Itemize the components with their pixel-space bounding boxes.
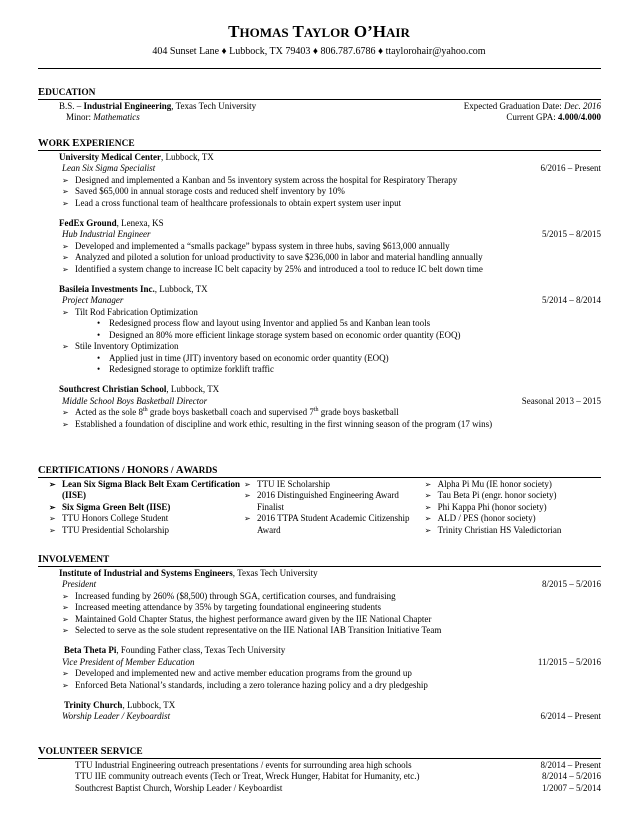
job-org: Southcrest Christian School, Lubbock, TX	[59, 384, 220, 395]
arrow-bullet-icon: ➢	[62, 307, 69, 317]
arrow-bullet-icon: ➢	[424, 491, 432, 501]
arrow-bullet-icon: ➢	[62, 175, 69, 185]
list-item: ➢ Developed and implemented a “smalls package” bypass system in three hubs, saving $613,000 annually	[62, 240, 450, 251]
header-rule	[38, 68, 601, 69]
list-item: • Redesigned storage to optimize forklift traffic	[97, 363, 275, 374]
arrow-bullet-icon: ➢	[62, 603, 69, 613]
job-org: Basileia Investments Inc., Lubbock, TX	[59, 284, 208, 295]
arrow-bullet-icon: ➢	[244, 491, 251, 501]
list-item: ➢ Saved $65,000 in annual storage costs and reduced shelf inventory by 10%	[62, 186, 345, 197]
arrow-bullet-icon: ➢	[49, 502, 56, 512]
job-role-row: Hub Industrial Engineer 5/2015 – 8/2015	[62, 229, 601, 240]
arrow-bullet-icon: ➢	[62, 253, 69, 263]
job-role-row: Lean Six Sigma Specialist 6/2016 – Present	[62, 163, 601, 174]
section-title-education: EDUCATION	[38, 87, 96, 98]
involvement-beta	[38, 645, 601, 691]
involvement-role-row: Worship Leader / Keyboardist 6/2014 – Present	[62, 711, 601, 722]
list-item: ➢ Established a foundation of discipline and work ethic, resulting in the first winning season of the program (17 wins)	[62, 418, 493, 429]
list-item: ➢ ALD / PES (honor society)	[424, 513, 536, 524]
arrow-bullet-icon: ➢	[424, 514, 432, 524]
list-item: ➢ Selected to serve as the sole student representative on the IIE National IAB Transition Initiative Team	[62, 625, 442, 636]
list-item: ➢ Phi Kappa Phi (honor society)	[424, 501, 547, 512]
section-title-volunteer: VOLUNTEER SERVICE	[38, 746, 143, 757]
job-basileia	[38, 284, 601, 375]
section-rule	[38, 150, 601, 151]
arrow-bullet-icon: ➢	[62, 614, 69, 624]
involvement-trinity	[38, 700, 601, 723]
arrow-bullet-icon: ➢	[62, 680, 69, 690]
certifications-columns	[38, 479, 601, 536]
arrow-bullet-icon: ➢	[62, 342, 69, 352]
resume-name: THOMAS TAYLOR O’HAIR	[228, 22, 410, 41]
list-item: ➢ Maintained Gold Chapter Status, the highest performance award given by the IIE National Chapter	[62, 613, 432, 624]
volunteer-row: TTU IIE community outreach events (Tech or Treat, Wreck Hunger, Habitat for Humanity, etc.) 8/2014 – 5/2016	[75, 771, 601, 782]
list-item: ➢ 2016 TTPA Student Academic Citizenship Award	[244, 513, 410, 535]
arrow-bullet-icon: ➢	[244, 514, 251, 524]
volunteer-row: TTU Industrial Engineering outreach presentations / events for surrounding area high schools 8/2014 – Present	[75, 760, 601, 770]
arrow-bullet-icon: ➢	[62, 198, 69, 208]
list-item: ➢ TTU IE Scholarship	[244, 479, 330, 489]
involvement-iise	[38, 568, 601, 636]
education-degree-row: B.S. – Industrial Engineering, Texas Tech University Expected Graduation Date: Dec. 2016	[59, 101, 601, 111]
arrow-bullet-icon: ➢	[49, 514, 56, 524]
list-item: ➢ Analyzed and piloted a solution for unload productivity to save $236,000 in labor and material handling annually	[62, 252, 483, 263]
job-fedex	[38, 218, 601, 275]
involvement-org: Trinity Church, Lubbock, TX	[64, 700, 176, 711]
dot-bullet-icon: •	[97, 352, 101, 363]
job-umc	[38, 152, 601, 209]
section-rule	[38, 477, 601, 478]
section-title-certifications: CERTIFICATIONS / HONORS / AWARDS	[38, 465, 218, 476]
list-item: ➢ 2016 Distinguished Engineering Award Finalist	[244, 490, 399, 512]
list-item: ➢ Stile Inventory Optimization	[62, 341, 179, 352]
list-item: • Applied just in time (JIT) inventory based on economic order quantity (EOQ)	[97, 352, 389, 363]
contact-line: 404 Sunset Lane ♦ Lubbock, TX 79403 ♦ 806.787.6786 ♦ ttaylorohair@yahoo.com	[152, 46, 486, 57]
arrow-bullet-icon: ➢	[424, 502, 432, 512]
list-item: ➢ TTU Honors College Student	[49, 513, 169, 524]
job-org: FedEx Ground, Lenexa, KS	[59, 218, 164, 229]
list-item: ➢ Enforced Beta National’s standards, including a zero tolerance hazing policy and a dry pledgeship	[62, 679, 428, 690]
list-item: ➢ Tau Beta Pi (engr. honor society)	[424, 490, 557, 501]
job-southcrest	[38, 384, 601, 430]
involvement-role-row: Vice President of Member Education 11/2015 – 5/2016	[62, 656, 601, 667]
list-item: ➢ Trinity Christian HS Valedictorian	[424, 524, 562, 535]
list-item: ➢ Increased meeting attendance by 35% by targeting foundational engineering students	[62, 602, 381, 613]
section-title-work: WORK EXPERIENCE	[38, 138, 135, 149]
arrow-bullet-icon: ➢	[62, 669, 69, 679]
job-role-row: Middle School Boys Basketball Director Seasonal 2013 – 2015	[62, 395, 601, 406]
section-rule	[38, 758, 601, 759]
list-item: ➢ Alpha Pi Mu (IE honor society)	[424, 479, 552, 489]
dot-bullet-icon: •	[97, 329, 101, 340]
list-item: ➢ Identified a system change to increase IC belt capacity by 25% and introduced a tool to reduce IC belt down time	[62, 263, 483, 274]
section-title-involvement: INVOLVEMENT	[38, 554, 110, 565]
arrow-bullet-icon: ➢	[62, 264, 69, 274]
list-item: ➢ Lean Six Sigma Black Belt Exam Certification (IISE)	[49, 479, 240, 501]
certs-column-2	[244, 479, 411, 536]
involvement-org: Institute of Industrial and Systems Engineers, Texas Tech University	[59, 568, 318, 578]
volunteer-row: Southcrest Baptist Church, Worship Leader / Keyboardist 1/2007 – 5/2014	[75, 782, 601, 793]
work-section	[38, 138, 601, 430]
involvement-role-row: President 8/2015 – 5/2016	[62, 579, 601, 590]
list-item: ➢ Lead a cross functional team of healthcare professionals to obtain expert system user input	[62, 197, 402, 208]
section-rule	[38, 566, 601, 567]
involvement-org: Beta Theta Pi, Founding Father class, Texas Tech University	[64, 645, 286, 656]
arrow-bullet-icon: ➢	[424, 525, 432, 535]
dot-bullet-icon: •	[97, 318, 101, 329]
arrow-bullet-icon: ➢	[62, 187, 69, 197]
list-item: ➢ Developed and implemented new and active member education programs from the ground up	[62, 668, 412, 679]
arrow-bullet-icon: ➢	[62, 241, 69, 251]
education-minor-row: Minor: Mathematics Current GPA: 4.000/4.000	[66, 112, 601, 123]
list-item: ➢ Tilt Rod Fabrication Optimization	[62, 306, 198, 317]
job-org: University Medical Center, Lubbock, TX	[59, 152, 214, 162]
arrow-bullet-icon: ➢	[244, 480, 251, 489]
dot-bullet-icon: •	[97, 363, 101, 374]
volunteer-section	[38, 746, 601, 794]
involvement-section	[38, 554, 601, 723]
section-rule	[38, 99, 601, 100]
arrow-bullet-icon: ➢	[62, 591, 69, 601]
list-item: ➢ Six Sigma Green Belt (IISE)	[49, 501, 171, 512]
education-section	[38, 87, 601, 124]
arrow-bullet-icon: ➢	[62, 408, 69, 418]
arrow-bullet-icon: ➢	[424, 480, 432, 489]
job-role-row: Project Manager 5/2014 – 8/2014	[62, 295, 601, 306]
arrow-bullet-icon: ➢	[62, 626, 69, 636]
arrow-bullet-icon: ➢	[49, 480, 56, 489]
list-item: • Designed an 80% more efficient linkage storage system based on economic order quantity (EOQ)	[97, 329, 461, 340]
arrow-bullet-icon: ➢	[49, 525, 56, 535]
certs-column-3	[425, 479, 601, 536]
certs-column-1	[49, 479, 245, 536]
list-item: ➢ TTU Presidential Scholarship	[49, 524, 169, 535]
list-item: ➢ Designed and implemented a Kanban and 5s inventory system across the hospital for Respiratory Therapy	[62, 174, 458, 185]
certifications-section	[38, 465, 601, 536]
list-item: ➢ Acted as the sole 8th grade boys basketball coach and supervised 7th grade boys basketball	[62, 407, 399, 418]
list-item: • Redesigned process flow and layout using Inventor and applied 5s and Kanban lean tools	[97, 318, 431, 329]
list-item: ➢ Increased funding by 260% ($8,500) through SGA, certification courses, and fundraising	[62, 590, 396, 601]
arrow-bullet-icon: ➢	[62, 419, 69, 429]
